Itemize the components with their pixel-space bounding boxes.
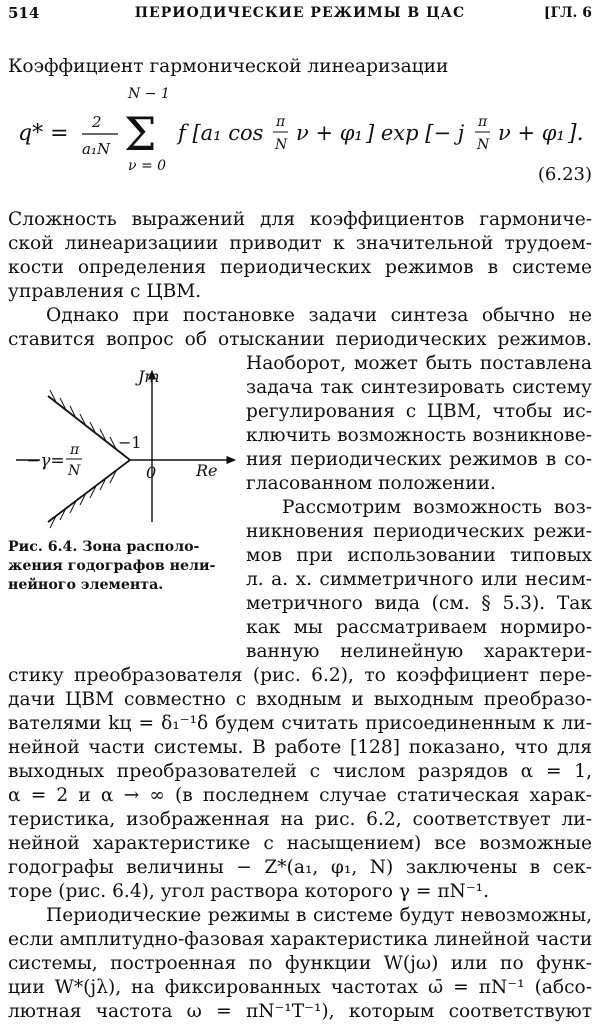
intro-text: Коэффициент гармонической линеаризации	[8, 56, 449, 77]
minus-one-label: −1	[118, 433, 142, 452]
formula-body-1: f [a₁ cos	[178, 121, 264, 145]
text-line: Однако при постановке задачи синтеза обычно не	[46, 305, 592, 326]
text-line: гласованном положении.	[246, 473, 496, 494]
formula-6-23	[18, 84, 592, 194]
figure-6-4	[0, 360, 240, 530]
text-line: ния периодических режимов в со-	[246, 449, 592, 470]
lower-hatching	[50, 471, 116, 528]
text-line: системы, построенная по функции W(jω) или по функ-	[8, 953, 592, 974]
sum-sign: Σ	[124, 107, 157, 161]
text-line: Рассмотрим возможность воз-	[282, 497, 592, 518]
formula-n-2: N	[477, 137, 490, 153]
text-line: ставится вопрос об отыскании периодических режимов.	[8, 329, 592, 350]
formula-frac-num: 2	[92, 113, 102, 131]
formula-lhs: q* =	[18, 121, 69, 146]
formula-n-1: N	[275, 137, 288, 153]
text-line: вателями kц = δ₁⁻¹δ будем считать присоединенным к ли-	[8, 713, 592, 734]
text-line: никновения периодических режи-	[246, 521, 592, 542]
page-header	[8, 4, 592, 24]
text-line: мов при использовании типовых	[246, 545, 592, 566]
gamma-pi: π	[70, 442, 80, 458]
sum-upper: N − 1	[128, 86, 170, 102]
formula-end: ].	[568, 121, 584, 146]
formula-body-3: ] exp [− j	[366, 121, 465, 145]
text-line: дачи ЦВМ совместно с входным и выходным преобразо-	[8, 689, 592, 710]
origin-label: 0	[146, 463, 157, 482]
formula-body-2: ν + φ₁	[296, 121, 363, 145]
gamma-n: N	[68, 463, 81, 479]
text-line: Периодические режимы в системе будут невозможны,	[46, 905, 592, 926]
text-line: лютная частота ω = πN⁻¹T⁻¹), которым соответствуют	[8, 1001, 592, 1022]
equation-number: (6.23)	[537, 164, 592, 185]
text-line: ванную нелинейную характери-	[246, 641, 592, 662]
text-line: ской линеаризациии приводит к значительной трудоем-	[8, 233, 592, 254]
text-line: кости определения периодических режимов в системе	[8, 257, 592, 278]
text-line: управления с ЦВМ.	[8, 281, 202, 302]
upper-hatching	[50, 390, 116, 449]
figure-caption-line: жения годографов нели-	[8, 558, 216, 574]
figure-caption-line: Рис. 6.4. Зона располо-	[8, 539, 200, 555]
text-line: годографы величины − Z*(a₁, φ₁, N) заключены в сек-	[8, 857, 592, 878]
im-label: Jm	[138, 367, 160, 386]
sum-lower: ν = 0	[128, 158, 167, 174]
text-line: ции W*(jλ), на фиксированных частотах ω̄ = πN⁻¹ (абсо-	[8, 977, 592, 998]
text-line: задача так синтезировать систему	[246, 377, 592, 398]
text-line: стику преобразователя (рис. 6.2), то коэффициент пере-	[8, 665, 592, 686]
formula-pi-2: π	[478, 114, 488, 130]
chapter-marker: [ГЛ. 6	[543, 5, 592, 21]
page-number: 514	[8, 4, 40, 22]
text-line: как мы рассматриваем нормиро-	[246, 617, 592, 638]
formula-pi-1: π	[276, 114, 286, 130]
text-line: Наоборот, может быть поставлена	[246, 353, 592, 374]
formula-body-4: ν + φ₁	[498, 121, 565, 145]
gamma-label: −γ=	[26, 451, 65, 471]
text-line: выходных преобразователей с числом разрядов α = 1,	[8, 761, 592, 782]
text-line: метричного вида (см. § 5.3). Так	[246, 593, 592, 614]
text-line: нейной части системы. В работе [128] показано, что для	[8, 737, 592, 758]
text-line: ключить возможность возникнове-	[246, 425, 592, 446]
formula-frac-den: a₁N	[82, 140, 111, 158]
text-line: теристика, изображенная на рис. 6.2, соответствует ли-	[8, 809, 592, 830]
text-line: нейной характеристике с насыщением) все возможные	[8, 833, 592, 854]
text-line: торе (рис. 6.4), угол раствора которого γ = πN⁻¹.	[8, 881, 489, 902]
text-line: Сложность выражений для коэффициентов гармониче-	[8, 209, 592, 230]
text-line: если амплитудно-фазовая характеристика линейной части	[8, 929, 593, 950]
text-line: л. а. х. симметричного или несим-	[246, 569, 592, 590]
running-title: ПЕРИОДИЧЕСКИЕ РЕЖИМЫ В ЦАС	[134, 5, 466, 21]
re-label: Re	[196, 461, 218, 480]
text-line: регулирования с ЦВМ, чтобы ис-	[246, 401, 592, 422]
text-line: α = 2 и α → ∞ (в последнем случае статическая харак-	[8, 785, 592, 806]
figure-caption-line: нейного элемента.	[8, 577, 164, 593]
